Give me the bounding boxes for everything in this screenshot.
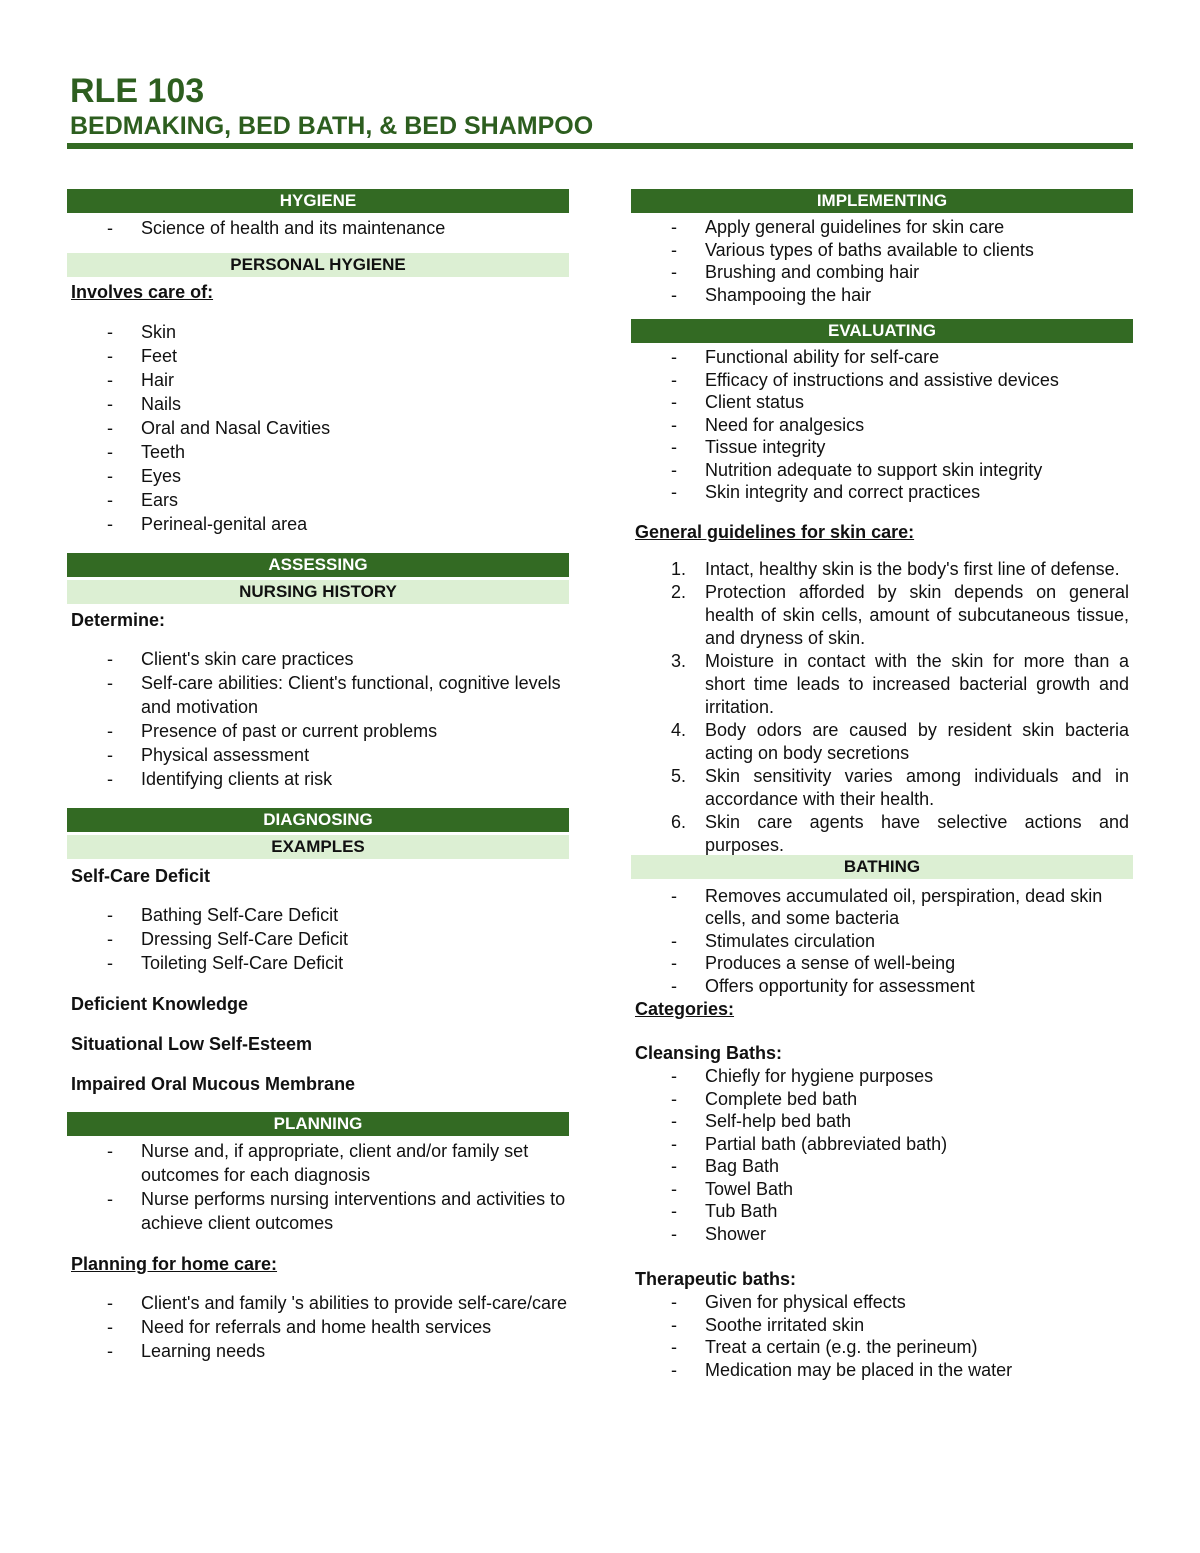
list-item: - Various types of baths available to clients — [631, 239, 1133, 262]
numbered-item — [631, 558, 1133, 581]
therapeutic-baths-label: Therapeutic baths: — [635, 1269, 797, 1289]
bathing-list — [631, 885, 1133, 998]
item-text: Skin care agents have selective actions and purposes. — [705, 811, 1129, 855]
diagnosing-heading: DIAGNOSING — [67, 808, 569, 832]
left-column — [67, 189, 569, 1363]
list-item: - Shampooing the hair — [631, 284, 1133, 307]
list-item: - Teeth — [67, 440, 569, 464]
list-item: - Learning needs — [67, 1339, 569, 1363]
list-item: - Nurse performs nursing interventions and activities to achieve client outcomes — [67, 1187, 569, 1235]
item-number: 1. — [671, 558, 687, 579]
cleansing-baths-list — [631, 1065, 1133, 1245]
list-item: - Feet — [67, 344, 569, 368]
list-item: - Self-help bed bath — [631, 1110, 1133, 1133]
bathing-heading: BATHING — [631, 855, 1133, 879]
numbered-item — [631, 719, 1133, 765]
item-number: 5. — [671, 765, 687, 786]
list-item: - Ears — [67, 488, 569, 512]
list-item: - Perineal-genital area — [67, 512, 569, 536]
list-item: - Complete bed bath — [631, 1088, 1133, 1111]
list-item: - Identifying clients at risk — [67, 767, 569, 791]
item-text: Protection afforded by skin depends on general health of skin cells, amount of subcutaneous tissue, and dryness of skin. — [705, 581, 1129, 648]
evaluating-heading: EVALUATING — [631, 319, 1133, 343]
guidelines-label: General guidelines for skin care: — [635, 521, 915, 542]
personal-hygiene-heading: PERSONAL HYGIENE — [67, 253, 569, 277]
implementing-list — [631, 216, 1133, 306]
hygiene-heading: HYGIENE — [67, 189, 569, 213]
list-item: - Client status — [631, 391, 1133, 414]
diagnosis-deficient-knowledge: Deficient Knowledge — [71, 994, 249, 1014]
list-item: - Tub Bath — [631, 1200, 1133, 1223]
list-item: - Toileting Self-Care Deficit — [67, 951, 569, 975]
list-item: - Nails — [67, 392, 569, 416]
list-item: - Apply general guidelines for skin care — [631, 216, 1133, 239]
nursing-history-heading: NURSING HISTORY — [67, 580, 569, 604]
list-item: - Eyes — [67, 464, 569, 488]
item-text: Body odors are caused by resident skin bacteria acting on body secretions — [705, 719, 1129, 763]
document-subtitle: BEDMAKING, BED BATH, & BED SHAMPOO — [70, 112, 594, 140]
list-item: - Skin integrity and correct practices — [631, 481, 1133, 504]
list-item: - Efficacy of instructions and assistive devices — [631, 369, 1133, 392]
list-item: - Client's skin care practices — [67, 647, 569, 671]
item-text: Skin sensitivity varies among individuals and in accordance with their health. — [705, 765, 1129, 809]
guidelines-list — [631, 558, 1133, 857]
header-rule — [67, 143, 1133, 149]
list-item: - Oral and Nasal Cavities — [67, 416, 569, 440]
list-item: - Skin — [67, 320, 569, 344]
planning-home-label: Planning for home care: — [71, 1254, 278, 1274]
planning-heading: PLANNING — [67, 1112, 569, 1136]
list-item: - Bathing Self-Care Deficit — [67, 903, 569, 927]
planning-home-list — [67, 1291, 569, 1363]
list-item: - Hair — [67, 368, 569, 392]
therapeutic-baths-list — [631, 1291, 1133, 1381]
list-item: - Partial bath (abbreviated bath) — [631, 1133, 1133, 1156]
numbered-item — [631, 650, 1133, 719]
list-item: - Given for physical effects — [631, 1291, 1133, 1314]
list-item: - Self-care abilities: Client's functional, cognitive levels and motivation — [67, 671, 569, 719]
item-number: 2. — [671, 581, 687, 602]
determine-label: Determine: — [71, 610, 166, 630]
list-item: - Client's and family 's abilities to provide self-care/care — [67, 1291, 569, 1315]
list-item: - Brushing and combing hair — [631, 261, 1133, 284]
list-item: - Nurse and, if appropriate, client and/or family set outcomes for each diagnosis — [67, 1139, 569, 1187]
list-item: - Need for referrals and home health services — [67, 1315, 569, 1339]
course-code: RLE 103 — [70, 72, 205, 110]
list-item: - Dressing Self-Care Deficit — [67, 927, 569, 951]
involves-care-label: Involves care of: — [71, 282, 214, 302]
implementing-heading: IMPLEMENTING — [631, 189, 1133, 213]
numbered-item — [631, 581, 1133, 650]
list-item: - Offers opportunity for assessment — [631, 975, 1133, 998]
list-item: - Functional ability for self-care — [631, 346, 1133, 369]
diagnosis-low-self-esteem: Situational Low Self-Esteem — [71, 1034, 313, 1054]
self-care-deficit-list — [67, 903, 569, 975]
list-item: - Bag Bath — [631, 1155, 1133, 1178]
list-item: - Need for analgesics — [631, 414, 1133, 437]
list-item: - Stimulates circulation — [631, 930, 1133, 953]
item-text: Moisture in contact with the skin for more than a short time leads to increased bacterial growth and irritation. — [705, 650, 1129, 717]
list-item: - Chiefly for hygiene purposes — [631, 1065, 1133, 1088]
list-item: - Removes accumulated oil, perspiration, dead skin cells, and some bacteria — [631, 885, 1133, 930]
item-number: 6. — [671, 811, 687, 832]
item-number: 4. — [671, 719, 687, 740]
planning-list — [67, 1139, 569, 1235]
cleansing-baths-label: Cleansing Baths: — [635, 1043, 783, 1063]
list-item: - Towel Bath — [631, 1178, 1133, 1201]
diagnosis-oral-mucous: Impaired Oral Mucous Membrane — [71, 1074, 356, 1094]
numbered-item — [631, 811, 1133, 857]
examples-heading: EXAMPLES — [67, 835, 569, 859]
list-item: - Presence of past or current problems — [67, 719, 569, 743]
list-item: - Science of health and its maintenance — [67, 216, 569, 240]
personal-hygiene-list — [67, 320, 569, 536]
list-item: - Produces a sense of well-being — [631, 952, 1133, 975]
assessing-heading: ASSESSING — [67, 553, 569, 577]
list-item: - Tissue integrity — [631, 436, 1133, 459]
right-column — [631, 189, 1133, 1381]
self-care-deficit-label: Self-Care Deficit — [71, 866, 211, 886]
assessing-list — [67, 647, 569, 791]
list-item: - Medication may be placed in the water — [631, 1359, 1133, 1382]
list-item: - Physical assessment — [67, 743, 569, 767]
list-item: - Treat a certain (e.g. the perineum) — [631, 1336, 1133, 1359]
item-number: 3. — [671, 650, 687, 671]
list-item: - Nutrition adequate to support skin integrity — [631, 459, 1133, 482]
categories-label: Categories: — [635, 999, 735, 1019]
hygiene-list — [67, 216, 569, 240]
numbered-item — [631, 765, 1133, 811]
list-item: - Soothe irritated skin — [631, 1314, 1133, 1337]
evaluating-list — [631, 346, 1133, 504]
item-text: Intact, healthy skin is the body's first line of defense. — [705, 558, 1120, 579]
list-item: - Shower — [631, 1223, 1133, 1246]
